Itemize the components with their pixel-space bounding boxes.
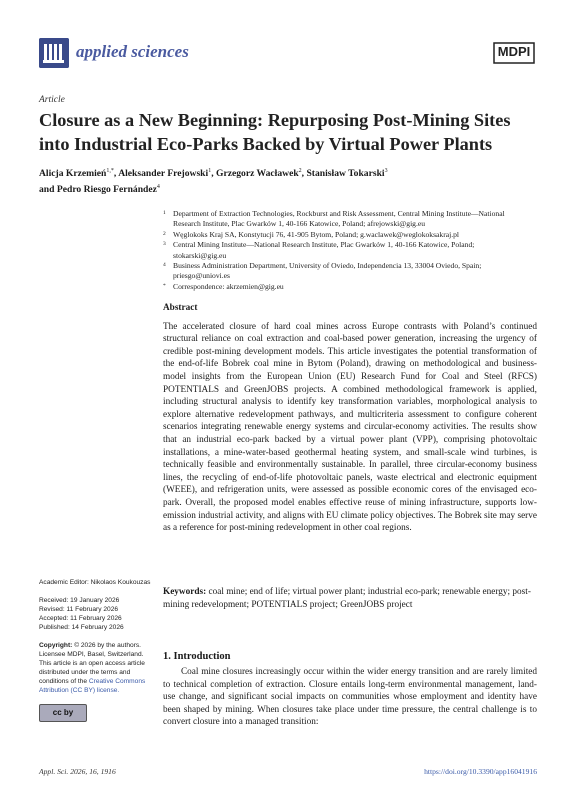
article-sidebar	[39, 578, 154, 722]
keywords	[163, 586, 537, 611]
author-name: Stanisław Tokarski	[306, 168, 385, 180]
academic-editor: Academic Editor: Nikolaos Koukouzas	[39, 579, 151, 586]
mdpi-logo	[493, 40, 535, 68]
mdpi-logo-text: MDPI	[497, 44, 531, 59]
abstract-text: The accelerated closure of hard coal mines across Europe contrasts with Poland’s continued structural reliance on coal extraction and coal-based power generation, increasing the urgency of credible post-mining development models. This article investigates the potential transformation of the end-of-life Bobrek coal mine in Bytom (Poland), drawing on methodological and business-model insights from the European Union (EU) Research Fund for Coal and Steel (RFCS) POTENTIALS and GreenJOBS projects. A combined methodological framework is applied, including structural analysis to identify key transformation variables, morphological analysis to explore alternative redevelopment pathways, and multicriteria assessment to configure coherent scenarios integrating renewable energy systems and circular-economy activities. The results show that an industrial eco-park backed by a virtual power plant (VPP), comprising photovoltaic installations, a mine-water-based geothermal heating system, and small-scale wind turbines, is technically feasible and environmentally sustainable. In parallel, three circular-economy business lines, the recycling of end-of-life photovoltaic panels, waste electrical and electronic equipment (WEEE), and refrigeration units, were assessed as possible economic cores of the envisaged eco-park. Overall, the proposed model enables effective reuse of mining infrastructure, supports low-emission industrial activity, and aligns with EU climate policy objectives. The Bobrek site may serve as a reference for post-mining redevelopment in other coal regions.	[163, 321, 537, 534]
affiliation-text: Department of Extraction Technologies, Rockburst and Risk Assessment, Central Mining Institute—National Research Institute, Plac Gwarków 1, 40-166 Katowice, Poland; afrejowski@gig.eu	[173, 209, 505, 229]
affiliation-item	[163, 230, 528, 240]
affiliation-item	[163, 209, 528, 230]
journal-name: applied sciences	[76, 42, 189, 61]
license-link[interactable]: Creative Commons Attribution (CC BY) license.	[39, 678, 146, 694]
author-name: Grzegorz Wacławek	[215, 168, 299, 180]
affiliation-number: *	[163, 282, 166, 289]
received-date: Received: 19 January 2026	[39, 597, 120, 604]
published-date: Published: 14 February 2026	[39, 624, 124, 631]
author-affiliation: 3	[384, 168, 388, 174]
affiliation-text: Central Mining Institute—National Research Institute, Plac Gwarków 1, 40-166 Katowice, Poland; stokarski@gig.eu	[173, 240, 475, 260]
citation: Appl. Sci. 2026, 16, 1916	[39, 767, 116, 776]
copyright-notice	[39, 641, 154, 695]
correspondence-text: Correspondence: akrzemien@gig.eu	[173, 281, 284, 291]
copyright-label: Copyright:	[39, 642, 73, 649]
author-name: Aleksander Frejowski	[118, 168, 209, 180]
introduction-heading: 1. Introduction	[163, 651, 231, 662]
accepted-date: Accepted: 11 February 2026	[39, 615, 122, 622]
author-list: Alicja Krzemień$^{1,*}$, Aleksander Frejowski$^1$, Grzegorz Wacławek$^2$, Stanisław Tokarski$^3$ and Pedro Riesgo Fernández$^4$	[39, 168, 388, 195]
affiliation-item	[163, 240, 528, 261]
affiliation-item	[163, 261, 528, 282]
affiliation-number: 4	[163, 262, 166, 269]
author-name: Pedro Riesgo Fernández	[56, 183, 157, 195]
revised-date: Revised: 11 February 2026	[39, 606, 119, 613]
keywords-text: coal mine; end of life; virtual power plant; industrial eco-park; renewable energy; post-mining redevelopment; POTENTIALS project; GreenJOBS project	[163, 587, 531, 610]
doi-link[interactable]: https://doi.org/10.3390/app16041916	[424, 767, 537, 776]
affiliation-item	[163, 282, 528, 292]
abstract	[163, 302, 537, 535]
affiliation-text: Business Administration Department, University of Oviedo, Independencia 13, 33004 Oviedo, Spain; priesgo@uniovi.es	[173, 261, 482, 281]
author-affiliation: 1,*	[106, 168, 114, 174]
author-affiliation: 1	[208, 168, 212, 174]
cc-by-badge-text: cc by	[52, 708, 74, 717]
keywords-label: Keywords:	[163, 587, 207, 597]
introduction-text: Coal mine closures increasingly occur within the wider energy transition and are rarely limited to technical completion of extraction. Closure entails long-term environmental management, land-use change, and significant social impacts on communities whose employment and identity have been shaped by mining. When closures take place under time pressure, the central challenge is to convert closure into a managed transition:	[163, 667, 537, 728]
author-affiliation: 2	[298, 168, 302, 174]
copyright-text: © 2026 by the authors. Licensee MDPI, Basel, Switzerland. This article is an open access article distributed under the terms and conditions of the	[39, 642, 145, 685]
article-type: Article	[39, 95, 65, 105]
cc-by-badge	[39, 704, 87, 722]
author-affiliation: 4	[156, 183, 160, 190]
affiliation-number: 1	[163, 210, 166, 216]
journal-logo	[39, 38, 69, 68]
affiliation-text: Węglokoks Kraj SA, Konstytucji 76, 41-905 Bytom, Poland; g.waclawek@weglokoksakraj.pl	[173, 229, 460, 239]
author-name: Alicja Krzemień	[39, 168, 107, 180]
affiliation-number: 2	[163, 230, 166, 237]
abstract-heading: Abstract	[163, 303, 198, 313]
affiliation-number: 3	[163, 241, 166, 248]
paper-title: Closure as a New Beginning: Repurposing Post-Mining Sites into Industrial Eco-Parks Backed by Virtual Power Plants	[39, 110, 511, 154]
affiliations	[163, 209, 528, 292]
